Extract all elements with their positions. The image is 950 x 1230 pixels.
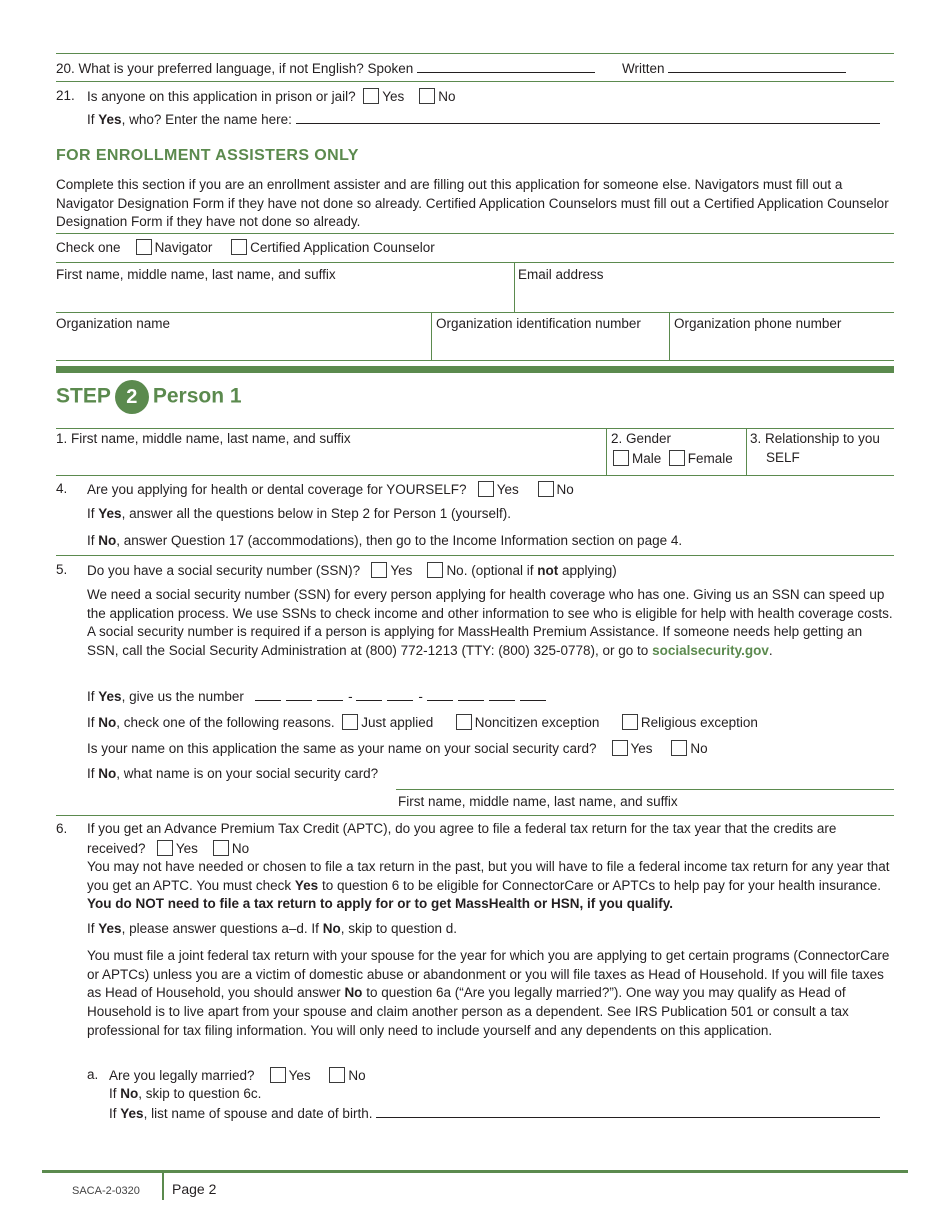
text-no: No [98, 533, 117, 548]
q5-no-checkbox[interactable] [427, 562, 443, 578]
rule [56, 262, 894, 263]
same-name-yes-checkbox[interactable] [612, 740, 628, 756]
q6a-if-no [109, 1086, 261, 1101]
religious-label: Religious exception [640, 715, 758, 730]
text-if: If [87, 689, 95, 704]
person-name-label: 1. First name, middle name, last name, and suffix [56, 431, 351, 446]
q6a-skip-text: , skip to question 6c. [138, 1086, 262, 1101]
female-checkbox[interactable] [669, 450, 685, 466]
spouse-name-dob-field[interactable] [376, 1105, 880, 1118]
prisoner-name-field[interactable] [296, 111, 880, 124]
just-applied-label: Just applied [361, 715, 434, 730]
q6-p2-end: , skip to question d. [340, 921, 458, 936]
q6-text: If you get an Advance Premium Tax Credit (APTC), do you agree to file a federal tax return for the tax year that the credits are [87, 821, 837, 836]
q6-no-checkbox[interactable] [213, 840, 229, 856]
rule [56, 312, 894, 313]
ssn-paragraph: We need a social security number (SSN) for every person applying for health coverage who has one. Giving us an SSN can speed up the application process. We use SSNs to check income and other information to see who is eligible for help with health coverage costs. A social security number is required if a person is applying for MassHealth Premium Assistance. If someone needs help getting an SSN, call the Social Security Administration at (800) 772-1213 (TTY: (800) 325-0778), or go to [87, 587, 893, 659]
noncitizen-label: Noncitizen exception [474, 715, 600, 730]
navigator-checkbox[interactable] [136, 239, 152, 255]
q21-text: Is anyone on this application in prison or jail? [87, 89, 356, 104]
q6a-list-text: , list name of spouse and date of birth. [143, 1106, 373, 1121]
text-no: No [98, 715, 117, 730]
text-yes: Yes [98, 112, 122, 127]
same-name-text: Is your name on this application the same as your name on your social security card? [87, 741, 597, 756]
socialsecurity-link[interactable]: socialsecurity.gov [652, 643, 769, 659]
q6-p3-text: You must file a joint federal tax return with your spouse for the year for which you are applying to get certain programs (ConnectorCare or APTCs) unless you are a victim of domestic abuse or abandonment or you will file taxes as Head of Household. If you will file taxes as Head of Household, you should answer [87, 948, 890, 1001]
step-title: Person 1 [152, 384, 242, 408]
q20-number: 20. [56, 61, 75, 76]
gender-options [613, 450, 733, 466]
text-if: If [109, 1086, 117, 1101]
q20-spoken-label: Spoken [367, 61, 414, 76]
gender-label: 2. Gender [611, 431, 672, 446]
text-no: No [322, 921, 341, 936]
text-if: If [87, 112, 95, 127]
relationship-label: 3. Relationship to you [750, 431, 880, 446]
period: . [768, 643, 773, 659]
q6-p3-text-b: to question 6a (“Are you legally married?”). One way you may qualify as Head of Household is to live apart from your spouse and claim another person as a dependent. See IRS Publication 501 or consult a tax professional for tax filing information. You will only need to include yourself and any dependents on this application. [87, 985, 849, 1038]
org-phone-label: Organization phone number [674, 316, 842, 331]
q5-number: 5. [56, 562, 68, 577]
male-checkbox[interactable] [613, 450, 629, 466]
spoken-language-field[interactable] [417, 60, 595, 73]
male-label: Male [632, 451, 662, 466]
q6-paragraph-3 [87, 947, 895, 1041]
divider [669, 312, 670, 360]
what-name-text: , what name is on your social security card? [116, 766, 379, 781]
q6-options [87, 840, 249, 856]
q4-no-checkbox[interactable] [538, 481, 554, 497]
step-number-badge: 2 [115, 380, 149, 414]
q4-yes-instruction: , answer all the questions below in Step 2 for Person 1 (yourself). [121, 506, 512, 521]
q5-yes-checkbox[interactable] [371, 562, 387, 578]
q4-number: 4. [56, 481, 68, 496]
q4-if-no [87, 533, 682, 548]
check-one-label: Check one [56, 240, 121, 255]
q4-if-yes [87, 506, 511, 521]
text-yes: Yes [98, 921, 122, 936]
ssn-card-name-caption: First name, middle name, last name, and suffix [398, 794, 678, 809]
q6-no-label: No [231, 841, 250, 856]
q6-yes-label: Yes [175, 841, 198, 856]
q6-p1-text-b: to question 6 to be eligible for ConnectorCare or APTCs to help pay for your health insurance. [321, 877, 882, 893]
org-id-label: Organization identification number [436, 316, 641, 331]
rule [56, 233, 894, 234]
footer-divider [162, 1173, 164, 1200]
q6-text-continued: received? [87, 841, 146, 856]
check-one-row [56, 239, 435, 255]
ssn-explanation [87, 586, 893, 661]
noncitizen-checkbox[interactable] [456, 714, 472, 730]
text-yes: Yes [120, 1106, 144, 1121]
page-number: Page 2 [172, 1181, 217, 1197]
q20-written-label: Written [622, 61, 665, 76]
q6-paragraph-2 [87, 921, 457, 936]
step-bar [56, 366, 894, 373]
ssn-number-row [87, 688, 551, 704]
q21-no-label: No [438, 89, 456, 104]
ssn-digit-field[interactable] [317, 688, 343, 701]
q6a-yes-checkbox[interactable] [270, 1067, 286, 1083]
rule [56, 815, 894, 816]
q6a-label: a. [87, 1067, 99, 1082]
relationship-value: SELF [766, 450, 800, 465]
q6-paragraph-1 [87, 858, 893, 914]
q6a-text: Are you legally married? [109, 1068, 255, 1083]
divider [431, 312, 432, 360]
q6-yes-checkbox[interactable] [157, 840, 173, 856]
text-if: If [87, 533, 95, 548]
ssn-digit-field[interactable] [458, 688, 484, 701]
q4-yes-label: Yes [496, 482, 519, 497]
dash: - [418, 689, 423, 704]
ssn-digit-field[interactable] [255, 688, 281, 701]
q6a [109, 1067, 366, 1083]
navigator-label: Navigator [154, 240, 213, 255]
form-code: SACA-2-0320 [72, 1185, 140, 1197]
assisters-title: FOR ENROLLMENT ASSISTERS ONLY [56, 147, 359, 164]
text-yes: Yes [98, 689, 122, 704]
q6a-yes-label: Yes [288, 1068, 311, 1083]
q6a-no-checkbox[interactable] [329, 1067, 345, 1083]
female-label: Female [687, 451, 733, 466]
q6-p1-text: You may not have needed or chosen to file a tax return in the past, but you will have to file a federal income tax return for any year that you get an APTC. You must check [87, 859, 890, 893]
same-name-no-label: No [690, 741, 708, 756]
ssn-digit-field[interactable] [427, 688, 453, 701]
rule [56, 555, 894, 556]
counselor-checkbox[interactable] [231, 239, 247, 255]
same-name-no-checkbox[interactable] [671, 740, 687, 756]
q21-no-checkbox[interactable] [419, 88, 435, 104]
text-no: No [120, 1086, 139, 1101]
ssn-digit-field[interactable] [387, 688, 413, 701]
q21-yes-checkbox[interactable] [363, 88, 379, 104]
q5-no-label: No. (optional if [446, 563, 534, 578]
text-if: If [87, 715, 95, 730]
q6-p1-bold: You do NOT need to file a tax return to apply for or to get MassHealth or HSN, if you qualify. [87, 896, 674, 912]
just-applied-checkbox[interactable] [342, 714, 358, 730]
rule [56, 475, 894, 476]
ssn-card-name-field[interactable] [396, 789, 894, 790]
divider [514, 262, 515, 312]
divider [746, 428, 747, 475]
written-language-field[interactable] [668, 60, 846, 73]
rule [56, 428, 894, 429]
q5-no-suffix: applying) [562, 563, 617, 578]
q21-followup-text: , who? Enter the name here: [121, 112, 292, 127]
text-if: If [109, 1106, 117, 1121]
text-no: No [344, 985, 363, 1001]
ssn-digit-field[interactable] [356, 688, 382, 701]
q5-text: Do you have a social security number (SSN)? [87, 563, 361, 578]
q20-text: What is your preferred language, if not English? [78, 61, 364, 76]
q4-no-label: No [556, 482, 574, 497]
assister-name-label: First name, middle name, last name, and suffix [56, 267, 336, 282]
step-header [56, 380, 242, 414]
rule [56, 53, 894, 54]
rule [56, 81, 894, 82]
email-label: Email address [518, 267, 604, 282]
divider [606, 428, 607, 475]
q21-number: 21. [56, 88, 75, 103]
q4-no-instruction: , answer Question 17 (accommodations), then go to the Income Information section on page 4. [116, 533, 683, 548]
text-not: not [537, 563, 559, 578]
text-yes: Yes [294, 877, 319, 893]
q20 [56, 60, 595, 76]
q5-yes-label: Yes [390, 563, 413, 578]
step-label: STEP [56, 384, 111, 408]
text-no: No [98, 766, 117, 781]
q4-yes-checkbox[interactable] [478, 481, 494, 497]
text-if: If [87, 766, 95, 781]
q21-followup [87, 111, 880, 127]
counselor-label: Certified Application Counselor [250, 240, 435, 255]
q4-text: Are you applying for health or dental coverage for YOURSELF? [87, 482, 467, 497]
q21 [87, 88, 456, 104]
q21-yes-label: Yes [382, 89, 405, 104]
ssn-card-name-question [87, 766, 378, 781]
ssn-digit-field[interactable] [286, 688, 312, 701]
dash: - [348, 689, 353, 704]
religious-checkbox[interactable] [622, 714, 638, 730]
q6a-if-yes [109, 1105, 880, 1121]
q20-written [622, 60, 846, 76]
reasons-text: , check one of the following reasons. [116, 715, 335, 730]
ssn-digit-field[interactable] [489, 688, 515, 701]
q6-number: 6. [56, 821, 68, 836]
ssn-digit-field[interactable] [520, 688, 546, 701]
q4 [87, 481, 574, 497]
q6a-no-label: No [348, 1068, 366, 1083]
same-name-yes-label: Yes [630, 741, 653, 756]
ssn-no-reasons [87, 714, 758, 730]
text-if: If [87, 506, 95, 521]
org-name-label: Organization name [56, 316, 171, 331]
assisters-description: Complete this section if you are an enrollment assister and are filling out this application for someone else. Navigators must fill out a Navigator Designation Form if they have not done so already. Certified Application Counselors must fill out a Certified Application Counselor Designation Form if they have not done so already. [56, 177, 889, 230]
same-name-question [87, 740, 708, 756]
text-yes: Yes [98, 506, 122, 521]
rule [56, 360, 894, 361]
give-number-text: , give us the number [121, 689, 244, 704]
q6-p2-text: , please answer questions a–d. If [121, 921, 319, 936]
footer-rule [42, 1170, 908, 1173]
q5 [87, 562, 617, 578]
text-if: If [87, 921, 95, 936]
